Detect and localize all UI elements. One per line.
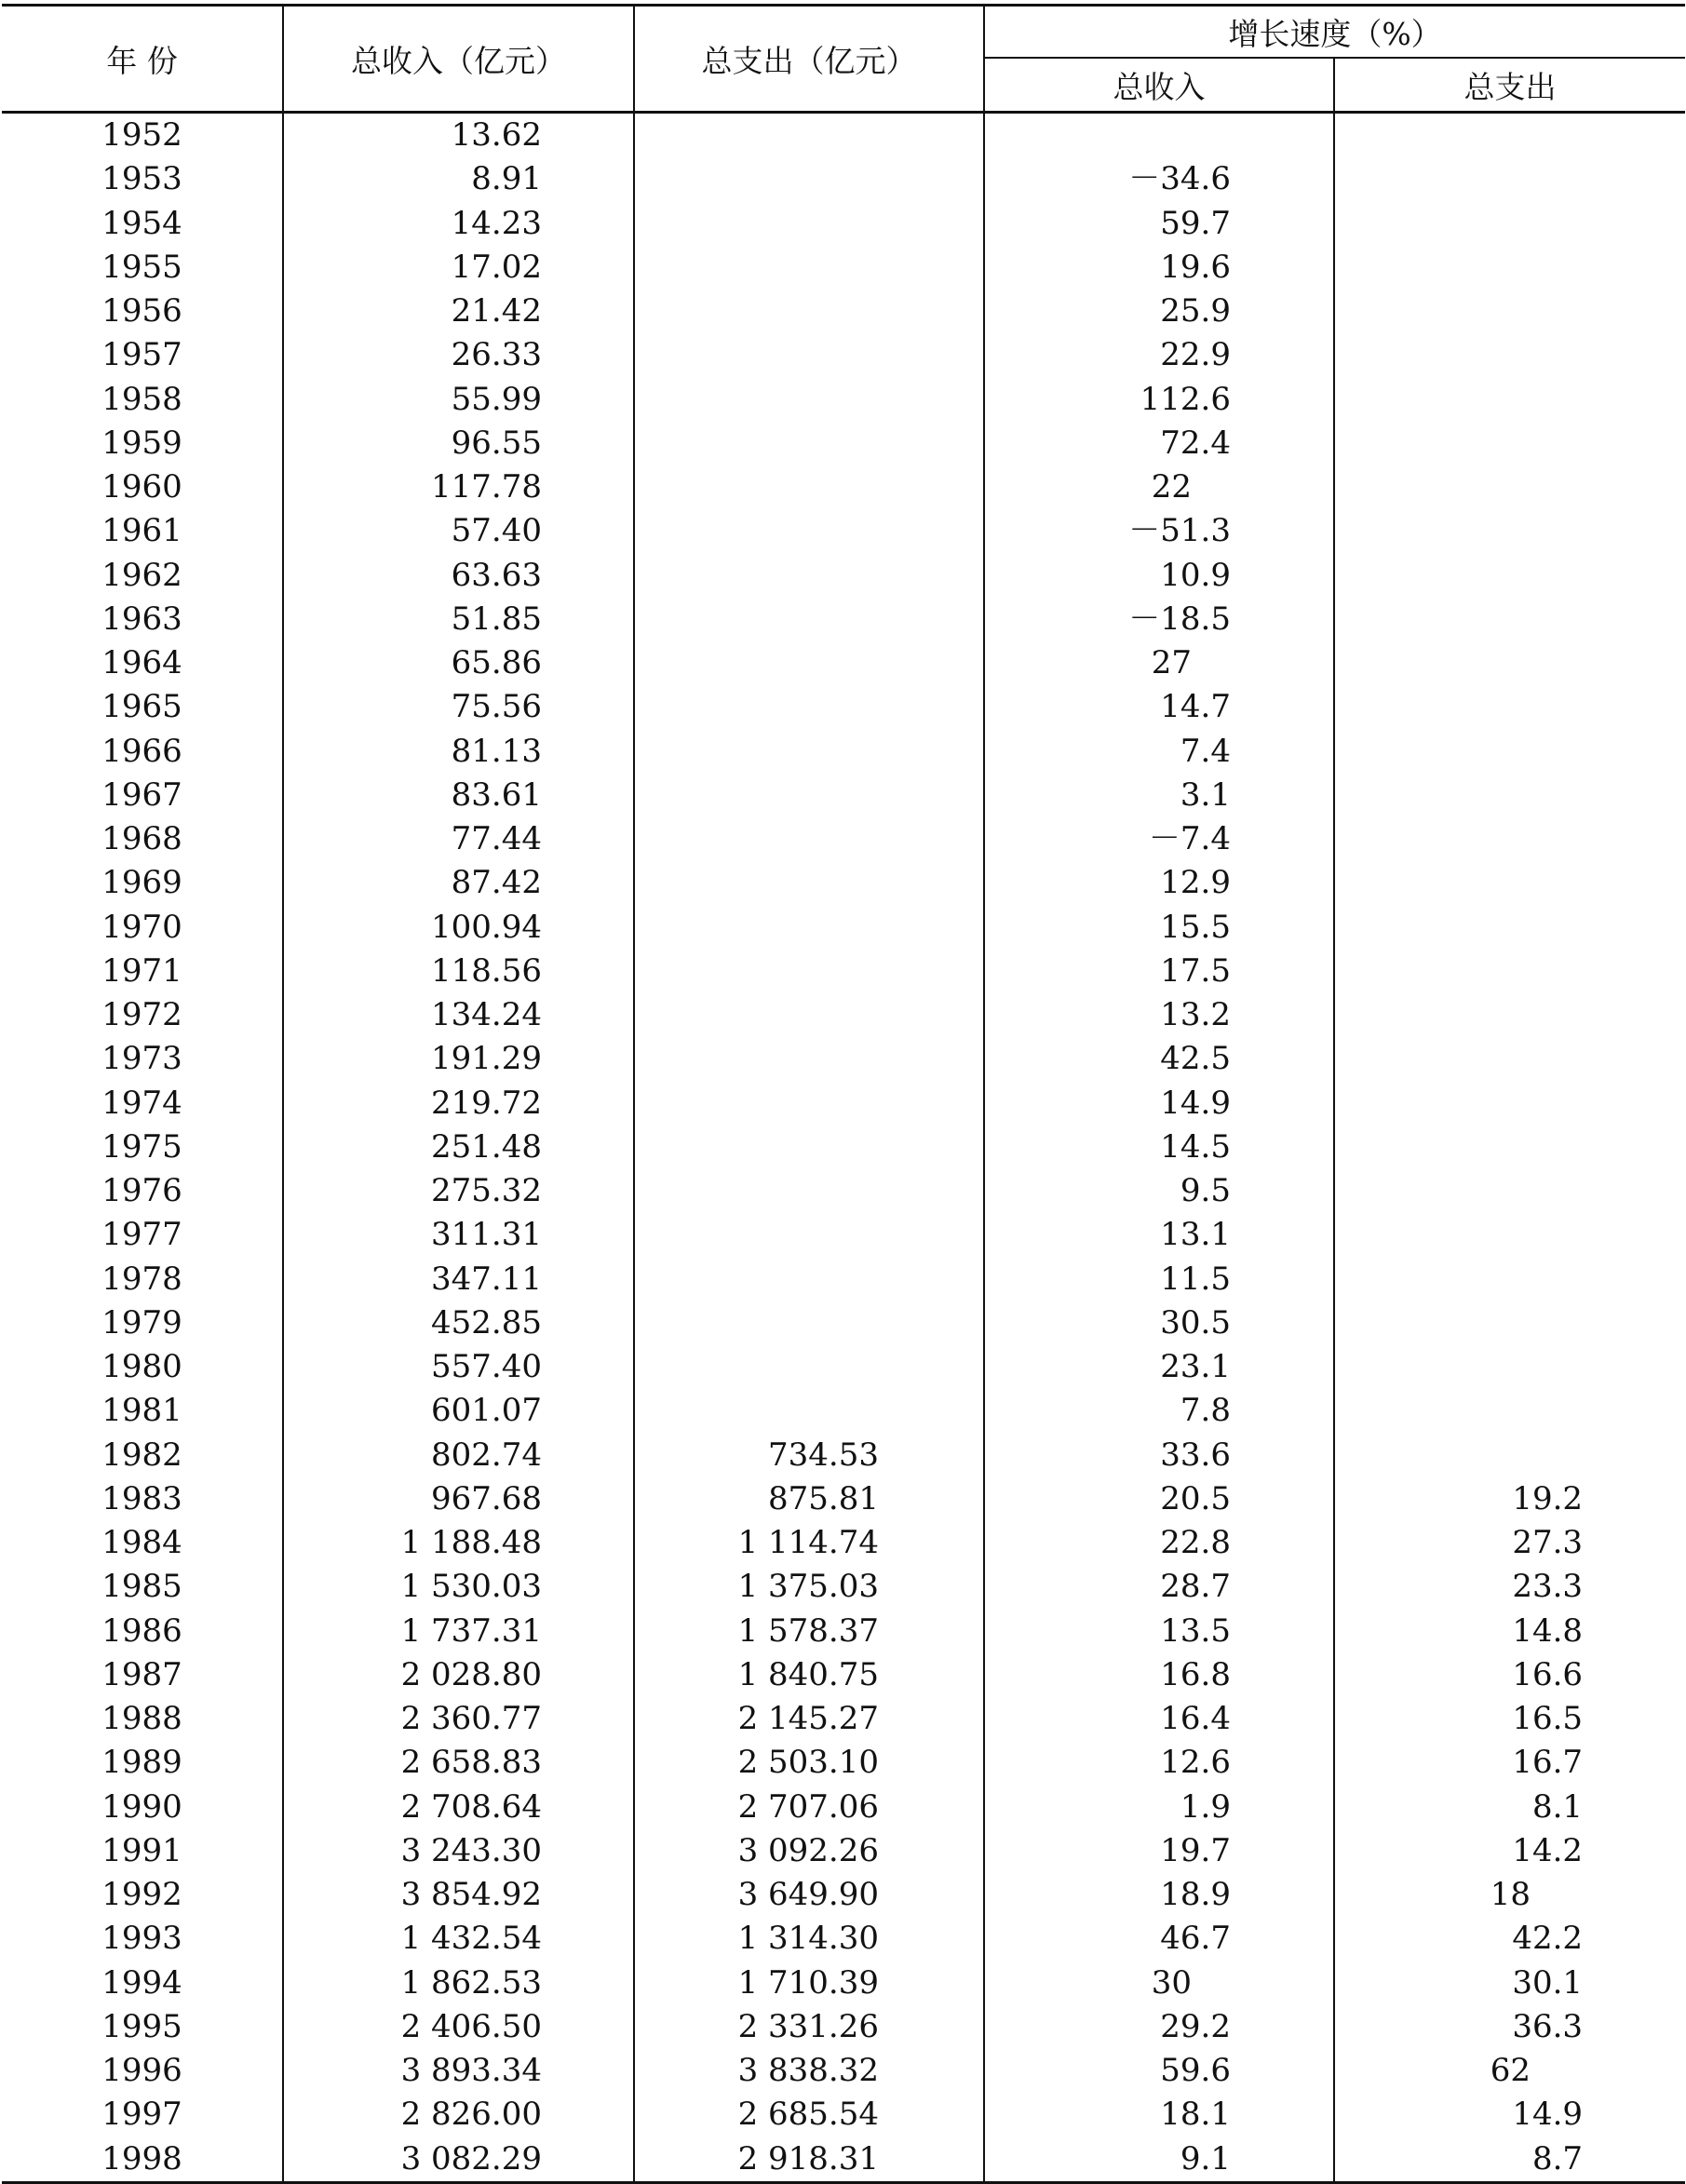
cell-growth-expenditure [1334,509,1685,553]
cell-growth-income: 3.1 [984,774,1334,817]
cell-growth-income: －7.4 [984,817,1334,861]
cell-total-expenditure: 1 114.74 [634,1521,984,1565]
cell-growth-income: 13.5 [984,1610,1334,1653]
cell-growth-expenditure: 14.9 [1334,2093,1685,2137]
cell-growth-expenditure [1334,554,1685,598]
cell-year: 1969 [101,864,182,902]
cell-year: 1985 [101,1568,182,1606]
cell-total-expenditure: 1 578.37 [634,1610,984,1653]
cell-growth-expenditure [1334,817,1685,861]
cell-year: 1974 [101,1084,182,1122]
table-row [2,950,1685,993]
cell-year: 1995 [101,2007,182,2045]
cell-year: 1966 [101,732,182,770]
cell-total-income: 802.74 [283,1434,634,1477]
table-row [2,157,1685,201]
cell-growth-expenditure: 8.1 [1334,1786,1685,1829]
cell-year: 1963 [101,600,182,638]
cell-total-income: 452.85 [283,1301,634,1345]
cell-total-income: 1 188.48 [283,1521,634,1565]
cell-total-income: 3 854.92 [283,1873,634,1917]
cell-growth-expenditure [1334,730,1685,774]
cell-total-income: 2 406.50 [283,2005,634,2049]
table-row [2,1521,1685,1565]
cell-year: 1986 [101,1611,182,1650]
cell-growth-income [984,113,1334,158]
cell-growth-expenditure [1334,685,1685,729]
cell-total-expenditure [634,1126,984,1169]
cell-year: 1967 [101,775,182,814]
cell-growth-income: 59.7 [984,202,1334,246]
cell-total-income: 8.91 [283,157,634,201]
cell-growth-income: 19.7 [984,1829,1334,1873]
cell-total-income: 967.68 [283,1477,634,1521]
cell-total-income: 87.42 [283,861,634,905]
table-row [2,2049,1685,2093]
cell-growth-income: 11.5 [984,1258,1334,1301]
table-row [2,422,1685,465]
table-row [2,1962,1685,2005]
cell-total-expenditure: 1 314.30 [634,1917,984,1961]
cell-growth-expenditure: 23.3 [1334,1565,1685,1609]
cell-total-income: 14.23 [283,202,634,246]
cell-total-expenditure [634,202,984,246]
cell-total-income: 3 082.29 [283,2137,634,2183]
cell-total-expenditure [634,906,984,950]
cell-total-expenditure [634,290,984,333]
cell-growth-income: 25.9 [984,290,1334,333]
cell-year: 1976 [101,1172,182,1209]
cell-total-income: 3 243.30 [283,1829,634,1873]
cell-total-income: 2 360.77 [283,1697,634,1741]
cell-growth-expenditure [1334,246,1685,290]
table-row [2,1917,1685,1961]
cell-total-expenditure [634,1258,984,1301]
cell-growth-income: 22.8 [984,1521,1334,1565]
cell-total-expenditure [634,465,984,509]
cell-growth-income: 14.7 [984,685,1334,729]
table-row [2,641,1685,685]
cell-growth-income: 18.9 [984,1873,1334,1917]
table-row [2,465,1685,509]
cell-total-expenditure [634,333,984,377]
cell-growth-expenditure [1334,1258,1685,1301]
cell-growth-income: －51.3 [984,509,1334,553]
cell-total-expenditure: 1 710.39 [634,1962,984,2005]
table-row [2,2005,1685,2049]
cell-total-income: 21.42 [283,290,634,333]
cell-growth-expenditure: 27.3 [1334,1521,1685,1565]
cell-year: 1980 [101,1348,182,1385]
cell-growth-income: 18.1 [984,2093,1334,2137]
cell-growth-expenditure [1334,378,1685,422]
cell-total-expenditure [634,1389,984,1433]
cell-total-expenditure [634,378,984,422]
cell-growth-expenditure [1334,202,1685,246]
cell-total-expenditure [634,1301,984,1345]
cell-growth-income: 28.7 [984,1565,1334,1609]
cell-growth-income: 12.9 [984,861,1334,905]
cell-year: 1992 [101,1876,182,1913]
cell-total-income: 3 893.34 [283,2049,634,2093]
table-row [2,1653,1685,1697]
cell-total-income: 219.72 [283,1082,634,1126]
cell-growth-expenditure: 14.2 [1334,1829,1685,1873]
header-growth-expenditure: 总支出 [1334,58,1685,113]
cell-growth-expenditure: 18 [1334,1873,1685,1917]
cell-growth-income: 72.4 [984,422,1334,465]
cell-growth-income: 14.5 [984,1126,1334,1169]
table-header [2,6,1685,113]
cell-year: 1955 [101,248,182,286]
cell-total-income: 77.44 [283,817,634,861]
cell-growth-expenditure [1334,993,1685,1037]
cell-year: 1958 [101,380,182,418]
cell-total-expenditure [634,554,984,598]
cell-growth-income: 112.6 [984,378,1334,422]
cell-growth-income: 12.6 [984,1741,1334,1785]
cell-growth-income: 13.2 [984,993,1334,1037]
table-row [2,1037,1685,1081]
cell-total-income: 134.24 [283,993,634,1037]
table-row [2,246,1685,290]
cell-year: 1998 [2,2137,283,2183]
table-row [2,1829,1685,1873]
table-row [2,1213,1685,1257]
table-row [2,774,1685,817]
cell-growth-expenditure [1334,1345,1685,1389]
cell-growth-income: 30.5 [984,1301,1334,1345]
cell-growth-expenditure [1334,861,1685,905]
cell-total-income: 1 862.53 [283,1962,634,2005]
cell-year: 1983 [101,1479,182,1517]
cell-total-income: 96.55 [283,422,634,465]
header-total-income: 总收入（亿元） [283,6,634,113]
table-row [2,1477,1685,1521]
table-row [2,1345,1685,1389]
cell-growth-income: －18.5 [984,598,1334,641]
cell-year: 1990 [101,1787,182,1826]
cell-growth-expenditure: 16.6 [1334,1653,1685,1697]
table-row [2,685,1685,729]
cell-total-expenditure: 2 145.27 [634,1697,984,1741]
cell-total-expenditure [634,685,984,729]
cell-total-income: 2 708.64 [283,1786,634,1829]
header-growth-income: 总收入 [984,58,1334,113]
cell-growth-income: 14.9 [984,1082,1334,1126]
cell-growth-income: 13.1 [984,1213,1334,1257]
table-row [2,509,1685,553]
cell-year: 1996 [101,2052,182,2089]
cell-growth-income: 20.5 [984,1477,1334,1521]
cell-year: 1962 [101,556,182,594]
cell-growth-income: 30 [984,1962,1334,2005]
cell-total-income: 26.33 [283,333,634,377]
cell-growth-expenditure [1334,1126,1685,1169]
table-row [2,1389,1685,1433]
cell-year: 1984 [101,1524,182,1561]
cell-growth-income: 17.5 [984,950,1334,993]
cell-year: 1957 [101,336,182,374]
cell-year: 1953 [101,160,182,198]
cell-growth-expenditure [1334,1169,1685,1213]
header-total-expenditure: 总支出（亿元） [634,6,984,113]
cell-year: 1993 [101,1920,182,1958]
cell-year: 1994 [101,1963,182,2002]
finance-table [2,4,1685,2184]
cell-total-expenditure: 2 331.26 [634,2005,984,2049]
cell-total-income: 57.40 [283,509,634,553]
cell-growth-income: －34.6 [984,157,1334,201]
table-row [2,993,1685,1037]
cell-year: 1978 [101,1260,182,1298]
cell-total-expenditure: 2 503.10 [634,1741,984,1785]
cell-total-expenditure [634,950,984,993]
cell-year: 1975 [101,1127,182,1166]
cell-growth-expenditure [1334,157,1685,201]
cell-total-income: 1 530.03 [283,1565,634,1609]
table-row [2,906,1685,950]
cell-total-income: 557.40 [283,1345,634,1389]
cell-total-expenditure: 3 838.32 [634,2049,984,2093]
cell-total-expenditure [634,1345,984,1389]
cell-growth-income: 7.4 [984,730,1334,774]
cell-total-expenditure: 1 840.75 [634,1653,984,1697]
cell-growth-expenditure: 42.2 [1334,1917,1685,1961]
cell-growth-expenditure: 30.1 [1334,1962,1685,2005]
cell-total-income: 347.11 [283,1258,634,1301]
table-body [2,113,1685,2183]
cell-year: 1968 [101,820,182,857]
cell-year: 1970 [101,908,182,946]
cell-year: 1973 [101,1040,182,1078]
cell-growth-expenditure: 36.3 [1334,2005,1685,2049]
cell-total-expenditure: 3 092.26 [634,1829,984,1873]
table-row [2,1434,1685,1477]
cell-growth-income: 9.5 [984,1169,1334,1213]
cell-total-expenditure [634,993,984,1037]
cell-total-income: 1 432.54 [283,1917,634,1961]
cell-year: 1988 [101,1700,182,1737]
table-row [2,1258,1685,1301]
table-row [2,2137,1685,2183]
cell-growth-income: 59.6 [984,2049,1334,2093]
cell-growth-expenditure: 14.8 [1334,1610,1685,1653]
cell-total-income: 275.32 [283,1169,634,1213]
cell-growth-income: 19.6 [984,246,1334,290]
cell-total-expenditure: 3 649.90 [634,1873,984,1917]
table-row [2,1565,1685,1609]
cell-growth-income: 22 [984,465,1334,509]
cell-growth-income: 9.1 [984,2137,1334,2183]
cell-total-expenditure [634,1213,984,1257]
cell-total-expenditure [634,113,984,158]
cell-growth-expenditure [1334,1301,1685,1345]
cell-growth-income: 29.2 [984,2005,1334,2049]
cell-growth-expenditure: 8.7 [1334,2137,1685,2183]
cell-total-expenditure [634,598,984,641]
cell-growth-income: 42.5 [984,1037,1334,1081]
cell-growth-expenditure [1334,774,1685,817]
cell-growth-income: 22.9 [984,333,1334,377]
cell-total-expenditure [634,1082,984,1126]
cell-year: 1954 [101,204,182,242]
cell-total-expenditure [634,774,984,817]
table-row [2,554,1685,598]
cell-total-income: 83.61 [283,774,634,817]
cell-growth-expenditure: 19.2 [1334,1477,1685,1521]
table-row [2,2093,1685,2137]
cell-total-expenditure [634,641,984,685]
cell-total-expenditure [634,1037,984,1081]
cell-total-income: 251.48 [283,1126,634,1169]
cell-total-income: 601.07 [283,1389,634,1433]
cell-total-expenditure [634,861,984,905]
cell-total-income: 51.85 [283,598,634,641]
cell-growth-income: 1.9 [984,1786,1334,1829]
cell-growth-expenditure: 62 [1334,2049,1685,2093]
cell-year: 1971 [101,951,182,990]
cell-total-income: 2 658.83 [283,1741,634,1785]
header-growth-rate: 增长速度（%） [984,6,1685,59]
table-row [2,817,1685,861]
cell-total-income: 75.56 [283,685,634,729]
cell-growth-expenditure [1334,641,1685,685]
cell-total-expenditure: 2 707.06 [634,1786,984,1829]
cell-total-expenditure [634,422,984,465]
cell-total-expenditure [634,157,984,201]
header-year: 年 份 [106,42,178,79]
cell-total-income: 118.56 [283,950,634,993]
cell-growth-expenditure [1334,906,1685,950]
table-row [2,1610,1685,1653]
cell-total-income: 81.13 [283,730,634,774]
table-row [2,1082,1685,1126]
table-row [2,861,1685,905]
cell-growth-income: 16.8 [984,1653,1334,1697]
cell-total-income: 2 028.80 [283,1653,634,1697]
cell-total-expenditure [634,1169,984,1213]
cell-total-expenditure: 2 685.54 [634,2093,984,2137]
cell-growth-income: 23.1 [984,1345,1334,1389]
cell-growth-expenditure [1334,422,1685,465]
cell-total-income: 191.29 [283,1037,634,1081]
cell-growth-expenditure [1334,598,1685,641]
cell-total-expenditure [634,509,984,553]
cell-total-income: 63.63 [283,554,634,598]
cell-year: 1987 [101,1655,182,1693]
cell-total-expenditure [634,817,984,861]
table-row [2,113,1685,158]
cell-year: 1997 [101,2096,182,2134]
cell-year: 1991 [101,1831,182,1869]
cell-year: 1960 [101,468,182,506]
table-row [2,1697,1685,1741]
cell-growth-expenditure [1334,1434,1685,1477]
cell-growth-income: 10.9 [984,554,1334,598]
cell-total-expenditure: 875.81 [634,1477,984,1521]
cell-total-income: 13.62 [283,113,634,158]
table-row [2,378,1685,422]
cell-growth-expenditure [1334,465,1685,509]
cell-growth-expenditure [1334,1389,1685,1433]
cell-year: 1979 [101,1303,182,1341]
cell-growth-expenditure [1334,1213,1685,1257]
cell-growth-expenditure [1334,290,1685,333]
table-row [2,1873,1685,1917]
cell-growth-expenditure [1334,1037,1685,1081]
table-row [2,202,1685,246]
cell-year: 1961 [101,512,182,550]
cell-total-income: 117.78 [283,465,634,509]
cell-total-income: 55.99 [283,378,634,422]
cell-total-expenditure [634,246,984,290]
cell-growth-expenditure: 16.7 [1334,1741,1685,1785]
cell-total-income: 65.86 [283,641,634,685]
cell-year: 1977 [101,1216,182,1254]
cell-total-income: 2 826.00 [283,2093,634,2137]
table-row [2,598,1685,641]
cell-year: 1952 [101,116,182,154]
cell-total-income: 311.31 [283,1213,634,1257]
cell-year: 1982 [101,1436,182,1474]
cell-year: 1956 [101,292,182,330]
cell-growth-income: 15.5 [984,906,1334,950]
cell-total-expenditure [634,730,984,774]
cell-growth-expenditure [1334,950,1685,993]
table-row [2,1786,1685,1829]
cell-year: 1959 [101,424,182,462]
table-row [2,1169,1685,1213]
cell-total-expenditure: 1 375.03 [634,1565,984,1609]
cell-growth-income: 46.7 [984,1917,1334,1961]
cell-growth-expenditure [1334,1082,1685,1126]
cell-growth-income: 16.4 [984,1697,1334,1741]
cell-growth-expenditure [1334,113,1685,158]
table-row [2,730,1685,774]
table-row [2,333,1685,377]
cell-growth-expenditure [1334,333,1685,377]
table-row [2,290,1685,333]
cell-year: 1981 [101,1392,182,1430]
cell-total-income: 1 737.31 [283,1610,634,1653]
cell-year: 1989 [101,1744,182,1782]
table-row [2,1741,1685,1785]
cell-total-income: 100.94 [283,906,634,950]
table-row [2,1126,1685,1169]
table-row [2,1301,1685,1345]
cell-growth-income: 33.6 [984,1434,1334,1477]
cell-growth-income: 27 [984,641,1334,685]
cell-year: 1964 [101,644,182,681]
cell-growth-expenditure: 16.5 [1334,1697,1685,1741]
cell-growth-income: 7.8 [984,1389,1334,1433]
cell-total-expenditure: 734.53 [634,1434,984,1477]
cell-year: 1965 [101,688,182,726]
cell-total-expenditure: 2 918.31 [634,2137,984,2183]
cell-year: 1972 [101,996,182,1033]
cell-total-income: 17.02 [283,246,634,290]
